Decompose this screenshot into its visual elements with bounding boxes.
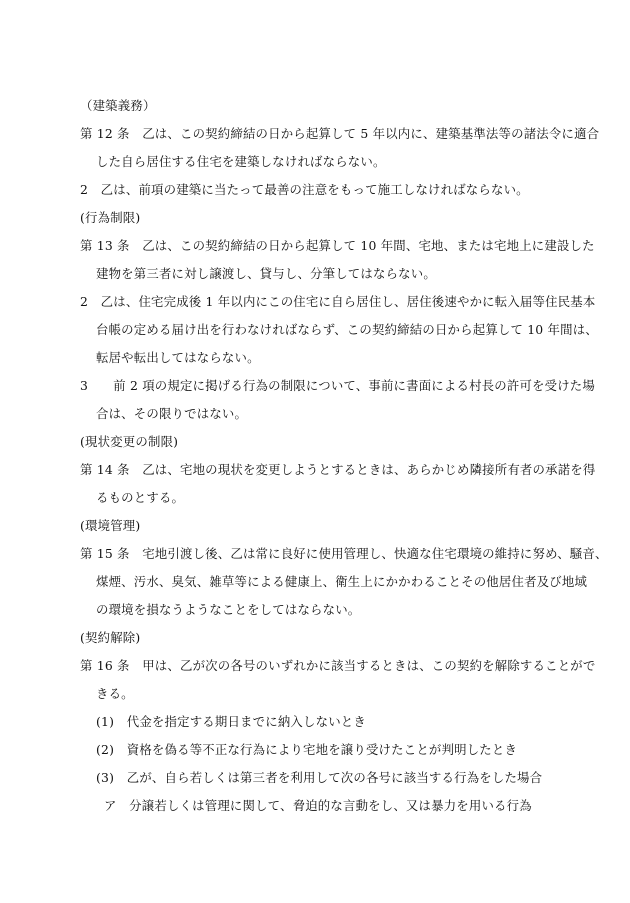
article-16-item-2: (2) 資格を偽る等不正な行為により宅地を譲り受けたことが判明したとき (96, 742, 518, 757)
article-16-item-1: (1) 代金を指定する期日までに納入しないとき (96, 714, 366, 729)
article-15-line-2: 煤煙、汚水、臭気、雑草等による健康上、衛生上にかかわることその他居住者及び地域 (96, 574, 588, 589)
article-12-paragraph-2: 2 乙は、前項の建築に当たって最善の注意をもって施工しなければならない。 (80, 182, 529, 197)
article-12-heading: （建築義務） (80, 98, 156, 113)
article-15-line-3: の環境を損なうようなことをしてはならない。 (96, 602, 361, 617)
article-12-paragraph-1-line-2: した自ら居住する住宅を建築しなければならない。 (96, 154, 386, 169)
article-16-line-2: きる。 (96, 686, 134, 701)
article-13-heading: (行為制限) (80, 210, 141, 225)
article-13-paragraph-2-line-1: 2 乙は、住宅完成後 1 年以内にこの住宅に自ら居住し、居住後速やかに転入届等住民基本 (80, 294, 596, 309)
article-14-heading: (現状変更の制限) (80, 434, 179, 449)
article-13-paragraph-2-line-2: 台帳の定める届け出を行わなければならず、この契約締結の日から起算して 10 年間は、 (96, 322, 598, 337)
article-13-paragraph-1-line-2: 建物を第三者に対し譲渡し、貸与し、分筆してはならない。 (96, 266, 436, 281)
article-16-heading: (契約解除) (80, 630, 141, 645)
article-15-line-1: 第 15 条 宅地引渡し後、乙は常に良好に使用管理し、快適な住宅環境の維持に努め、騒音、 (80, 546, 608, 561)
article-16-line-1: 第 16 条 甲は、乙が次の各号のいずれかに該当するときは、この契約を解除することがで (80, 658, 596, 673)
article-13-paragraph-3-line-2: 合は、その限りではない。 (96, 406, 248, 421)
article-16-item-3-sub-a: ア 分譲若しくは管理に関して、脅迫的な言動をし、又は暴力を用いる行為 (104, 798, 532, 813)
article-12-paragraph-1-line-1: 第 12 条 乙は、この契約締結の日から起算して 5 年以内に、建築基準法等の諸法令に適合 (80, 126, 600, 141)
article-16-item-3: (3) 乙が、自ら若しくは第三者を利用して次の各号に該当する行為をした場合 (96, 770, 543, 785)
article-14-line-2: るものとする。 (96, 490, 185, 505)
article-13-paragraph-1-line-1: 第 13 条 乙は、この契約締結の日から起算して 10 年間、宅地、または宅地上に建設した (80, 238, 595, 253)
article-15-heading: (環境管理) (80, 518, 141, 533)
article-14-line-1: 第 14 条 乙は、宅地の現状を変更しようとするときは、あらかじめ隣接所有者の承諾を得 (80, 462, 596, 477)
article-13-paragraph-3-line-1: 3 前 2 項の規定に掲げる行為の制限について、事前に書面による村長の許可を受けた場 (80, 378, 595, 393)
article-13-paragraph-2-line-3: 転居や転出してはならない。 (96, 350, 260, 365)
